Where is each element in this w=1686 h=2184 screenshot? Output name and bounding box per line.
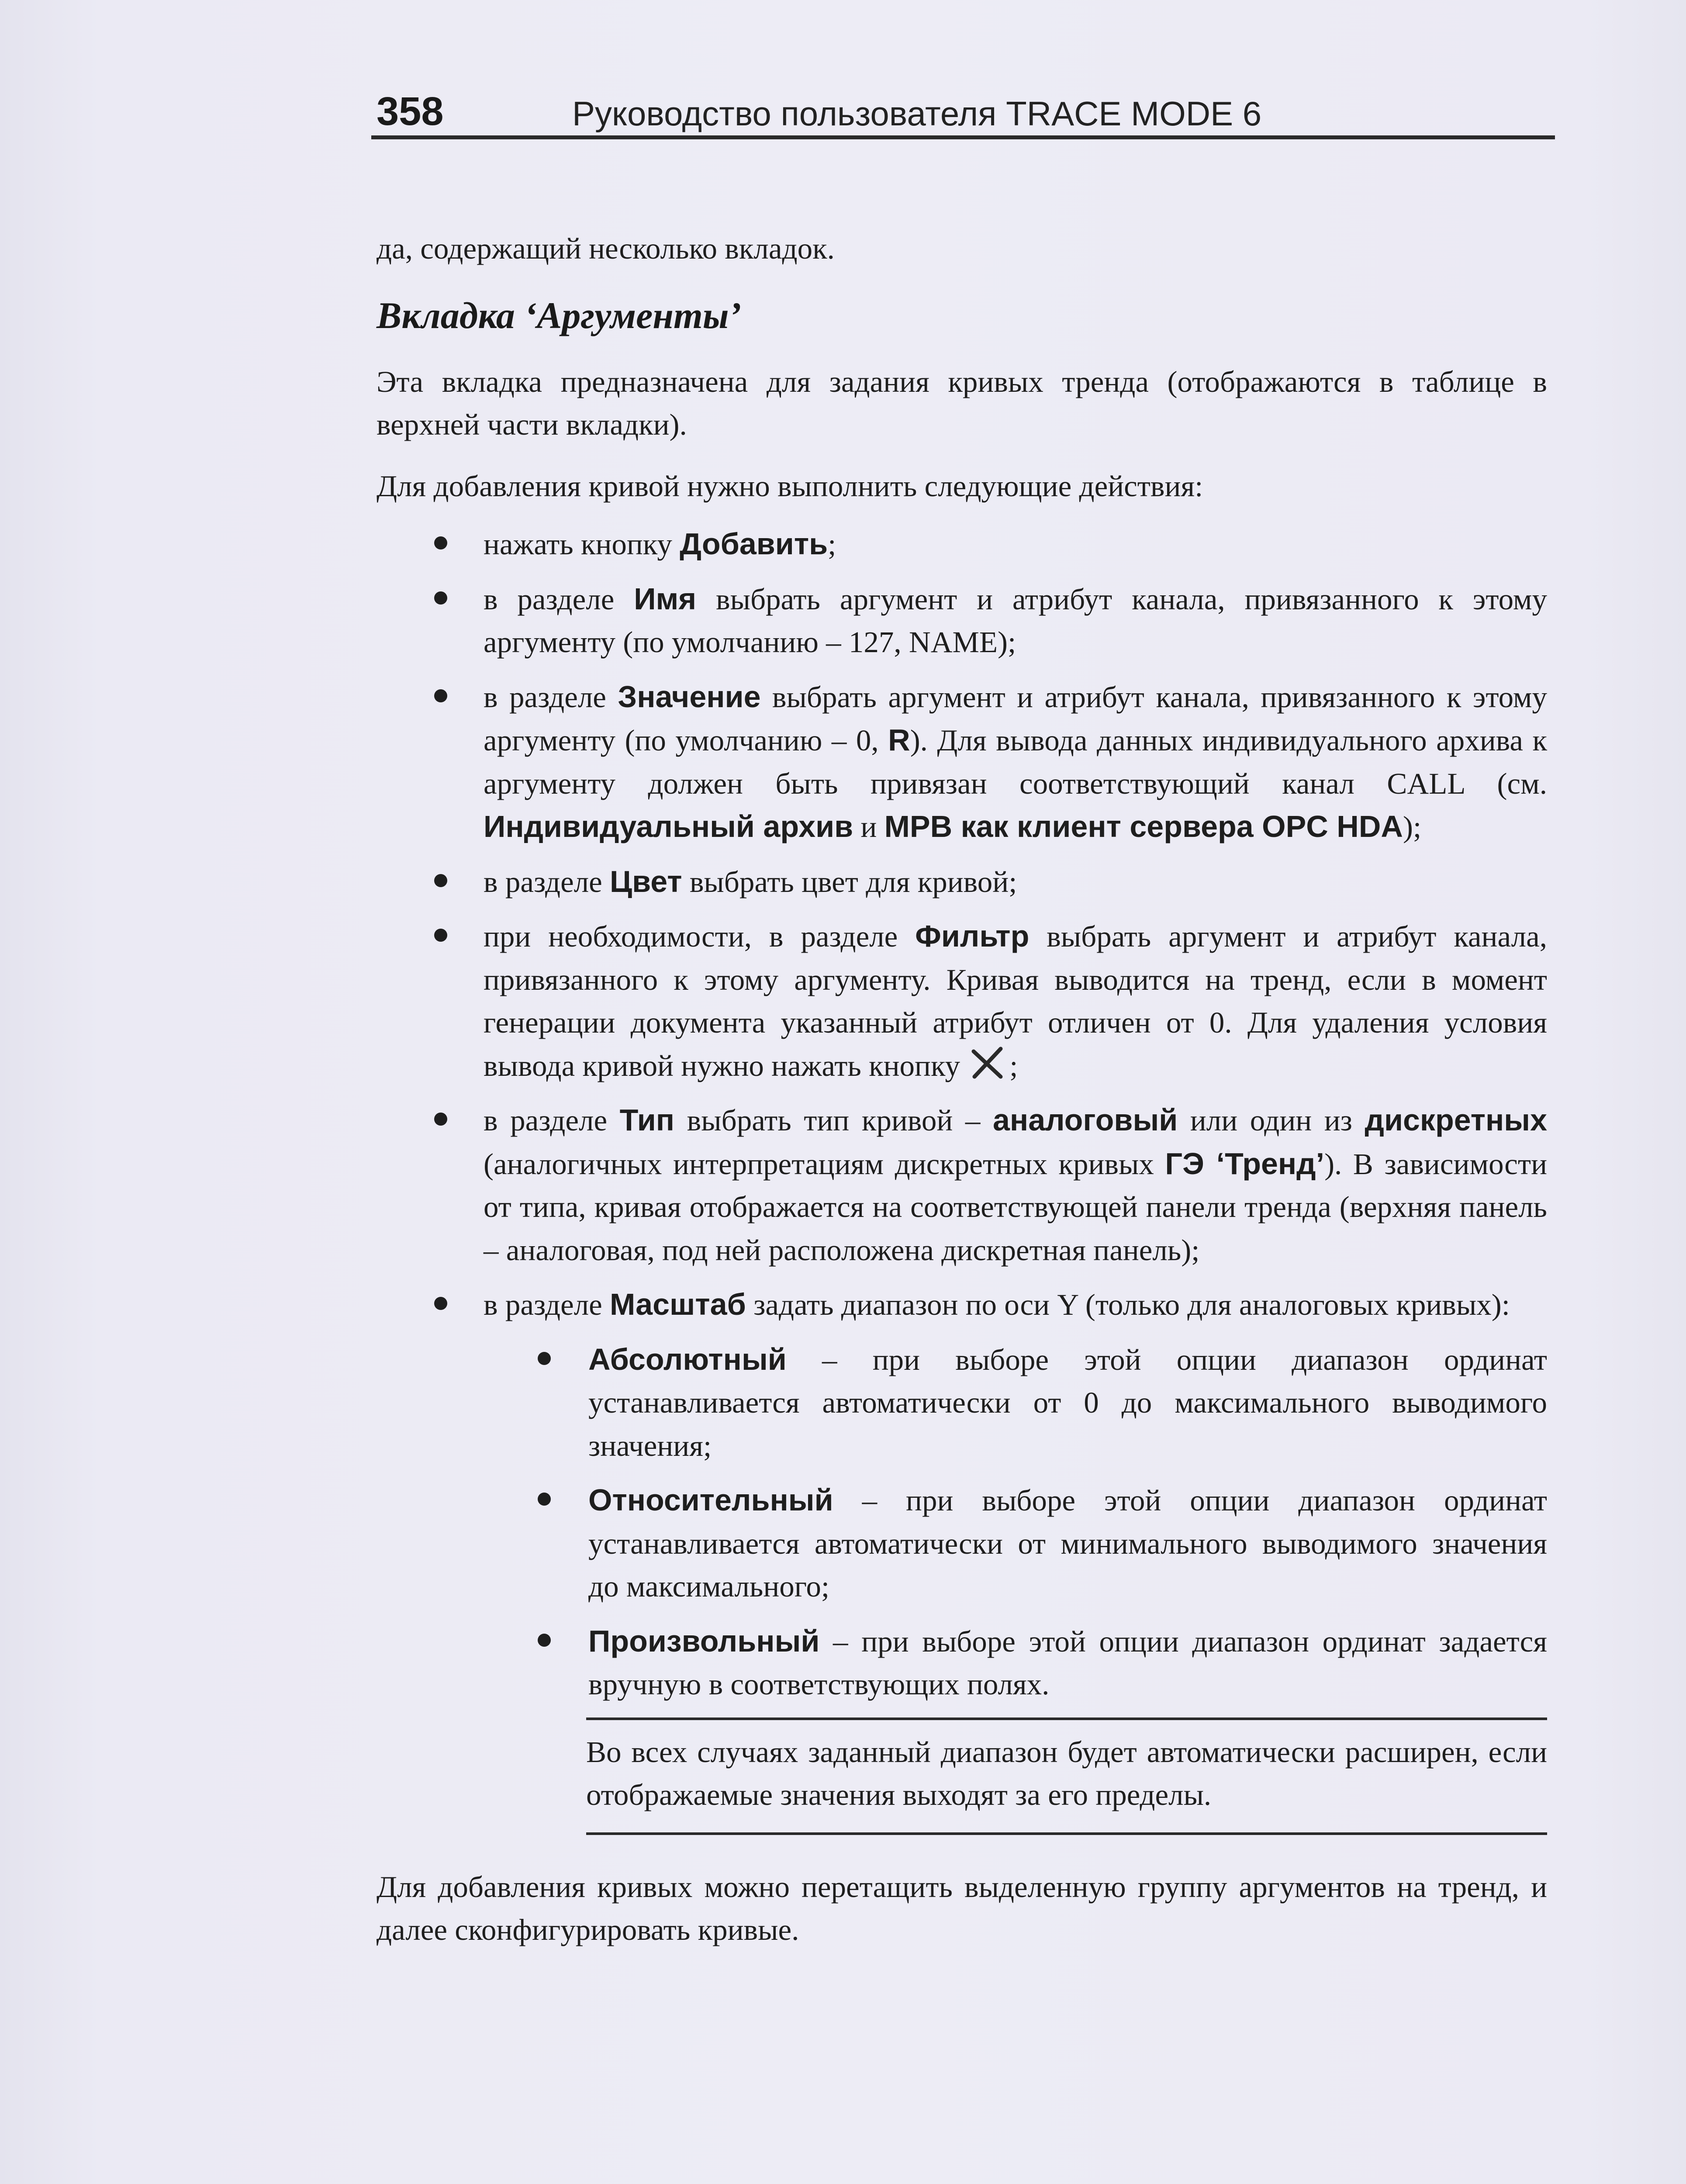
option-relative: Относительный	[588, 1483, 833, 1517]
item-text: ). В зависимости от типа, кривая отображается на соответствующей панели тренда (верхняя панель – аналоговая, под ней расположена дискретная панель);	[484, 1147, 1547, 1267]
item-text: ;	[828, 528, 836, 561]
running-title: Руководство пользователя TRACE MODE 6	[572, 94, 1262, 133]
item-text: или один из	[1178, 1104, 1365, 1137]
paragraph-steps-intro: Для добавления кривой нужно выполнить следующие действия:	[377, 469, 1203, 503]
bullet-icon	[538, 1352, 551, 1365]
item-text: в разделе	[484, 865, 610, 898]
item-text: выбрать аргумент и атрибут канала, привязанного к этому аргументу (по умолчанию – 0,	[484, 680, 1547, 757]
list-item	[377, 577, 1547, 664]
scale-options-list	[484, 1338, 1547, 1706]
list-item	[377, 1099, 1547, 1272]
paragraph-drag-group: Для добавления кривых можно перетащить выделенную группу аргументов на тренд, и далее сконфигурировать кривые.	[377, 1870, 1547, 1946]
item-text: в разделе	[484, 680, 618, 714]
ui-term-scale: Масштаб	[610, 1287, 746, 1321]
reference-trend-element: ГЭ ‘Тренд’	[1165, 1146, 1325, 1181]
steps-list	[377, 522, 1547, 1706]
bullet-icon	[434, 536, 447, 549]
ui-term-type: Тип	[619, 1103, 675, 1137]
list-item	[377, 1283, 1547, 1706]
note-box	[586, 1717, 1547, 1835]
bullet-icon	[434, 1297, 447, 1310]
page-header	[371, 83, 1555, 140]
bullet-icon	[538, 1493, 551, 1506]
ui-term-value: Значение	[618, 679, 761, 714]
item-text: выбрать аргумент и атрибут канала, привязанного к этому аргументу. Кривая выводится на тренд, если в момент генерации документа указанный атрибут отличен от 0. Для удаления условия вывода кривой нужно нажать кнопку	[484, 920, 1547, 1082]
item-text: выбрать аргумент и атрибут канала, привязанного к этому аргументу (по умолчанию – 127, NAME);	[484, 582, 1547, 659]
page-body	[377, 227, 1547, 1952]
sub-list-item	[484, 1620, 1547, 1706]
bullet-icon	[434, 591, 447, 605]
item-text: задать диапазон по оси Y (только для аналоговых кривых):	[746, 1288, 1510, 1321]
list-item	[377, 860, 1547, 904]
bullet-icon	[538, 1634, 551, 1647]
item-text: в разделе	[484, 582, 634, 616]
item-text: (аналогичных интерпретациям дискретных кривых	[484, 1147, 1165, 1181]
item-text: – при выборе этой опции диапазон ординат устанавливается автоматически от минимального выводимого значения до максимального;	[588, 1484, 1547, 1603]
note-text: Во всех случаях заданный диапазон будет автоматически расширен, если отображаемые значения выходят за его пределы.	[586, 1735, 1547, 1811]
ui-term-name: Имя	[634, 581, 697, 616]
item-text: выбрать цвет для кривой;	[682, 865, 1017, 898]
item-text: – при выборе этой опции диапазон ординат устанавливается автоматически от 0 до максимального выводимого значения;	[588, 1343, 1547, 1462]
item-text: выбрать тип кривой –	[674, 1104, 993, 1137]
list-item	[377, 675, 1547, 849]
item-text: – при выборе этой опции диапазон ординат задается вручную в соответствующих полях.	[588, 1624, 1547, 1701]
header-rule	[371, 135, 1555, 139]
ui-term-color: Цвет	[610, 864, 682, 898]
option-absolute: Абсолютный	[588, 1342, 787, 1376]
ui-term-analog: аналоговый	[992, 1103, 1178, 1137]
intro-line: да, содержащий несколько вкладок.	[377, 232, 835, 265]
sub-list-item	[484, 1479, 1547, 1608]
bullet-icon	[434, 929, 447, 942]
item-text: нажать кнопку	[484, 528, 680, 561]
reference-opc-hda: МРВ как клиент сервера OPC HDA	[884, 809, 1403, 843]
list-item	[377, 915, 1547, 1087]
item-text: ). Для вывода данных индивидуального архива к аргументу должен быть привязан соответствующий канал CALL (см.	[484, 724, 1547, 800]
item-text: при необходимости, в разделе	[484, 920, 916, 953]
item-text: );	[1403, 810, 1422, 843]
delete-x-icon	[967, 1045, 1009, 1080]
ui-term-filter: Фильтр	[915, 919, 1030, 953]
ui-term-discrete: дискретных	[1365, 1103, 1548, 1137]
ui-term-add: Добавить	[680, 527, 828, 561]
bullet-icon	[434, 689, 447, 702]
bullet-icon	[434, 874, 447, 887]
reference-individual-archive: Индивидуальный архив	[484, 809, 853, 843]
page-number: 358	[377, 89, 444, 134]
ui-term-r: R	[888, 723, 910, 757]
option-custom: Произвольный	[588, 1624, 820, 1658]
list-item	[377, 522, 1547, 566]
sub-list-item	[484, 1338, 1547, 1468]
item-text: и	[853, 810, 884, 843]
item-text: в разделе	[484, 1288, 610, 1321]
section-title: Вкладка ‘Аргументы’	[377, 294, 742, 336]
item-text: ;	[1009, 1049, 1018, 1082]
bullet-icon	[434, 1113, 447, 1126]
paragraph-tab-purpose: Эта вкладка предназначена для задания кривых тренда (отображаются в таблице в верхней части вкладки).	[377, 365, 1547, 441]
item-text: в разделе	[484, 1104, 620, 1137]
